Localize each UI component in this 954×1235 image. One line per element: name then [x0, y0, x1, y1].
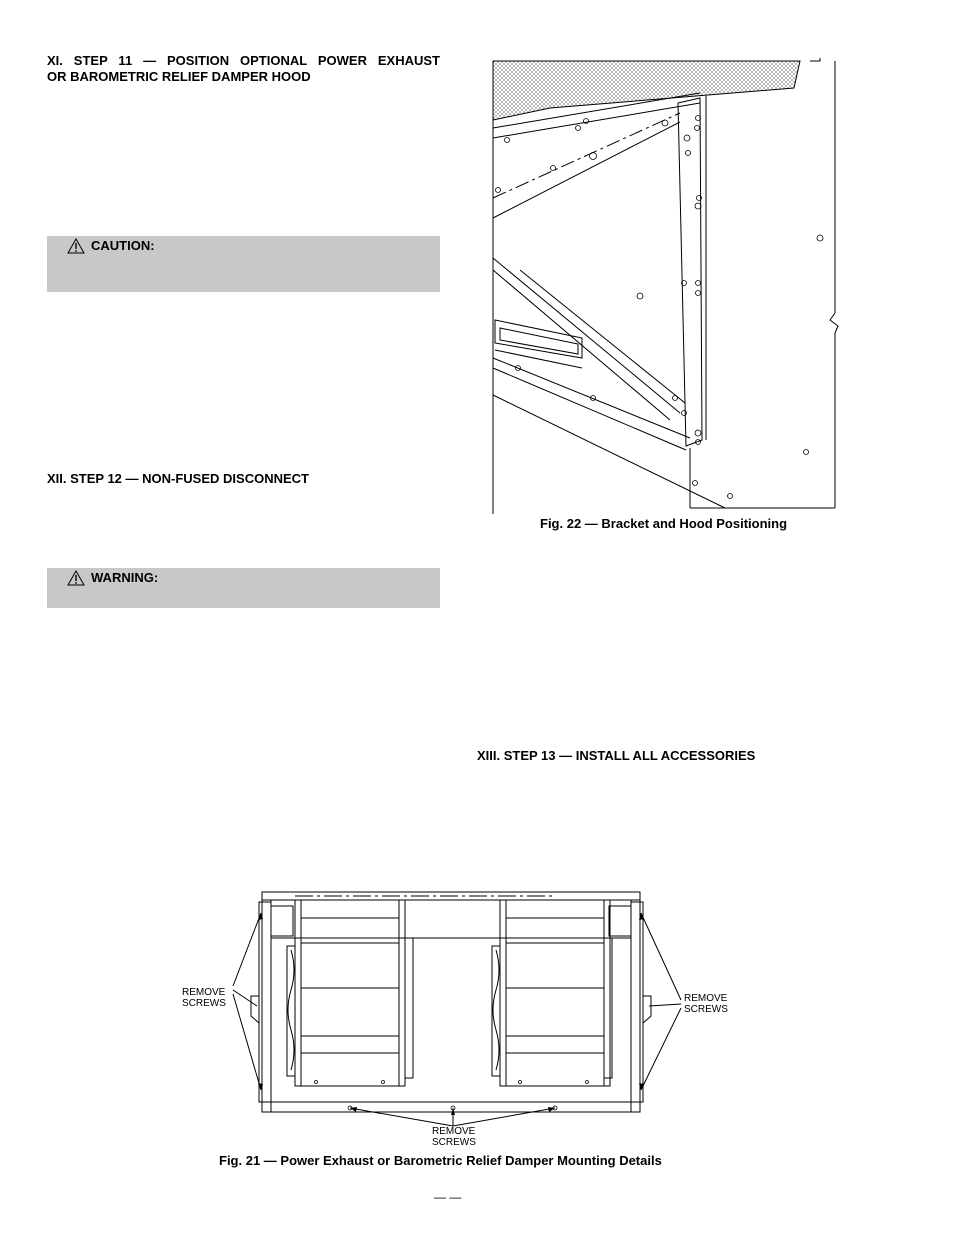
- step12-heading: XII. STEP 12 — NON-FUSED DISCONNECT: [47, 471, 309, 486]
- fig22-bracket-hood-drawing: [490, 58, 840, 514]
- fig21-caption: Fig. 21 — Power Exhaust or Barometric Relief Damper Mounting Details: [219, 1153, 662, 1168]
- warning-triangle-icon: [67, 570, 85, 586]
- step11-heading: [47, 53, 440, 85]
- fig22-caption: Fig. 22 — Bracket and Hood Positioning: [540, 516, 788, 531]
- step11-heading-line2: OR BAROMETRIC RELIEF DAMPER HOOD: [47, 69, 311, 84]
- caution-label: CAUTION:: [91, 238, 155, 253]
- warning-box: [47, 568, 440, 608]
- warning-label: WARNING:: [91, 570, 159, 585]
- step11-heading-line1: XI. STEP 11 — POSITION OPTIONAL POWER EXHAUST: [47, 53, 440, 68]
- step13-heading: XIII. STEP 13 — INSTALL ALL ACCESSORIES: [477, 748, 756, 763]
- fig21-callout-bottom: REMOVE SCREWS: [432, 1126, 476, 1148]
- fig21-callout-right: REMOVE SCREWS: [684, 993, 728, 1015]
- caution-box: [47, 236, 440, 292]
- fig21-callout-left: REMOVE SCREWS: [182, 987, 226, 1009]
- warning-triangle-icon: [67, 238, 85, 254]
- fig21-damper-mounting-drawing: [175, 888, 745, 1150]
- page-number: — —: [434, 1190, 462, 1204]
